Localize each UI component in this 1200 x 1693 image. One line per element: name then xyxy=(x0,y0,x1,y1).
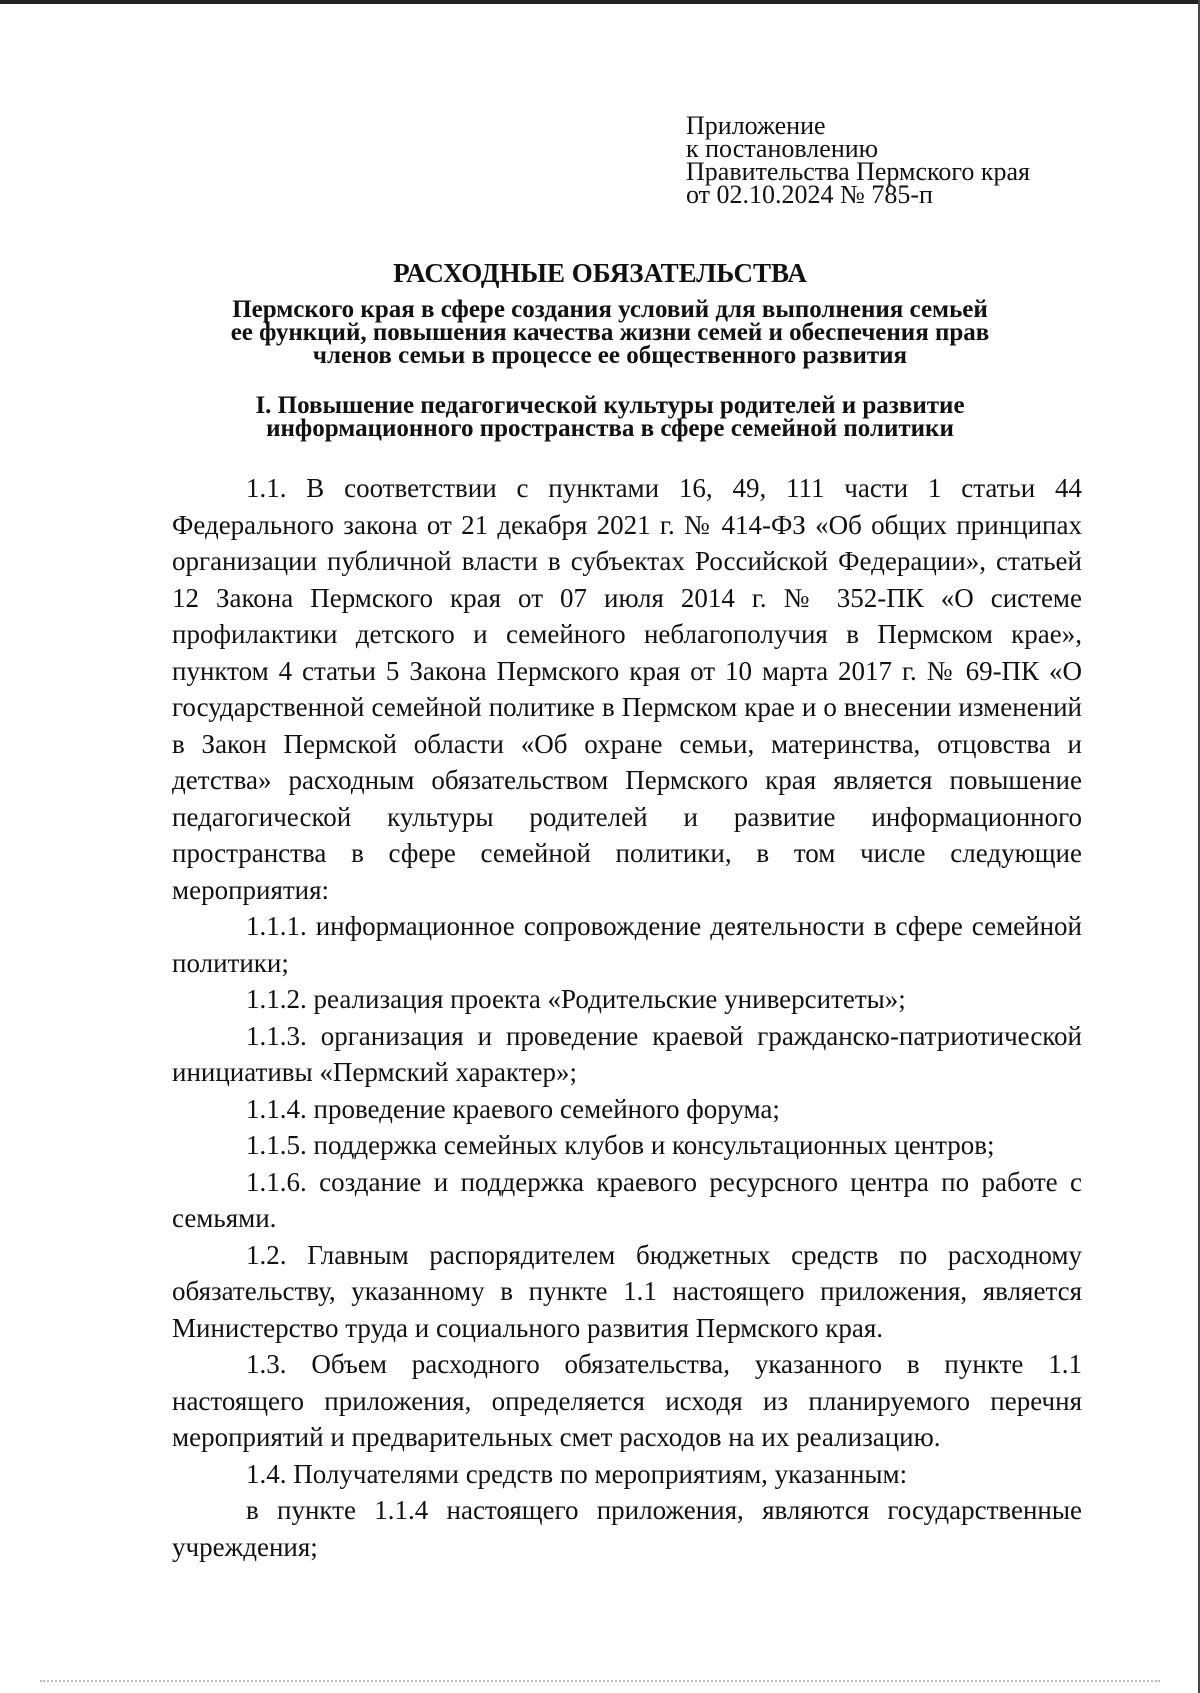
document-title: РАСХОДНЫЕ ОБЯЗАТЕЛЬСТВА xyxy=(393,258,807,288)
paragraph-1-1-3: 1.1.3. организация и проведение краевой гражданско-патриотической инициативы «Пермский характер»; xyxy=(172,1020,1082,1087)
paragraph-1-1-5: 1.1.5. поддержка семейных клубов и консультационных центров; xyxy=(246,1130,995,1160)
subtitle-line: Пермского края в сфере создания условий для выполнения семьей xyxy=(232,296,988,323)
subtitle-line: членов семьи в процессе ее общественного развития xyxy=(312,342,908,369)
paragraph-1-1-6: 1.1.6. создание и поддержка краевого ресурсного центра по работе с семьями. xyxy=(172,1166,1082,1233)
document-subtitle xyxy=(160,298,1060,367)
appendix-line: Правительства Пермского края xyxy=(686,157,1030,186)
paragraph-1-1-4: 1.1.4. проведение краевого семейного форума; xyxy=(246,1093,780,1124)
scan-top-edge xyxy=(0,0,1200,4)
appendix-line: к постановлению xyxy=(686,134,879,163)
paragraph-1-2: 1.2. Главным распорядителем бюджетных средств по расходному обязательству, указанному в пункте 1.1 настоящего приложения, является Министерство труда и социального развития Пермского края. xyxy=(172,1239,1082,1343)
body-text xyxy=(172,470,1082,1565)
paragraph-1-1: 1.1. В соответствии с пунктами 16, 49, 111 части 1 статьи 44 Федерального закона от 21 декабря 2021 г. № 414-ФЗ «Об общих принципах организации публичной власти в субъектах Российской Федерации», статьей 12 Закона Пермского края от 07 июля 2014 г. № 352-ПК «О системе профилактики детского и семейного неблагополучия в Пермском крае», пунктом 4 статьи 5 Закона Пермского края от 10 марта 2017 г. № 69-ПК «О государственной семейной политике в Пермском крае и о внесении изменений в Закон Пермской области «Об охране семьи, материнства, отцовства и детства» расходным обязательством Пермского края является повышение педагогической культуры родителей и развитие информационного пространства в сфере семейной политики, в том числе следующие мероприятия: xyxy=(172,473,1082,905)
scan-bottom-edge xyxy=(40,1680,1160,1685)
paragraph-1-1-1: 1.1.1. информационное сопровождение деятельности в сфере семейной политики; xyxy=(172,911,1082,978)
section-heading-line: информационного пространства в сфере семейной политики xyxy=(266,415,954,442)
paragraph-1-1-2: 1.1.2. реализация проекта «Родительские университеты»; xyxy=(246,984,906,1014)
subtitle-line: ее функций, повышения качества жизни семей и обеспечения прав xyxy=(230,319,990,346)
section-heading-line: I. Повышение педагогической культуры родителей и развитие xyxy=(255,392,965,419)
paragraph-1-3: 1.3. Объем расходного обязательства, указанного в пункте 1.1 настоящего приложения, определяется исходя из планируемого перечня мероприятий и предварительных смет расходов на их реализацию. xyxy=(172,1349,1082,1452)
paragraph-1-4-item: в пункте 1.1.4 настоящего приложения, являются государственные учреждения; xyxy=(172,1495,1082,1562)
paragraph-1-4: 1.4. Получателями средств по мероприятиям, указанным: xyxy=(246,1458,908,1489)
appendix-line: от 02.10.2024 № 785-п xyxy=(686,180,933,209)
appendix-block xyxy=(686,111,1030,209)
section-heading xyxy=(160,394,1060,440)
appendix-line: Приложение xyxy=(686,111,826,140)
